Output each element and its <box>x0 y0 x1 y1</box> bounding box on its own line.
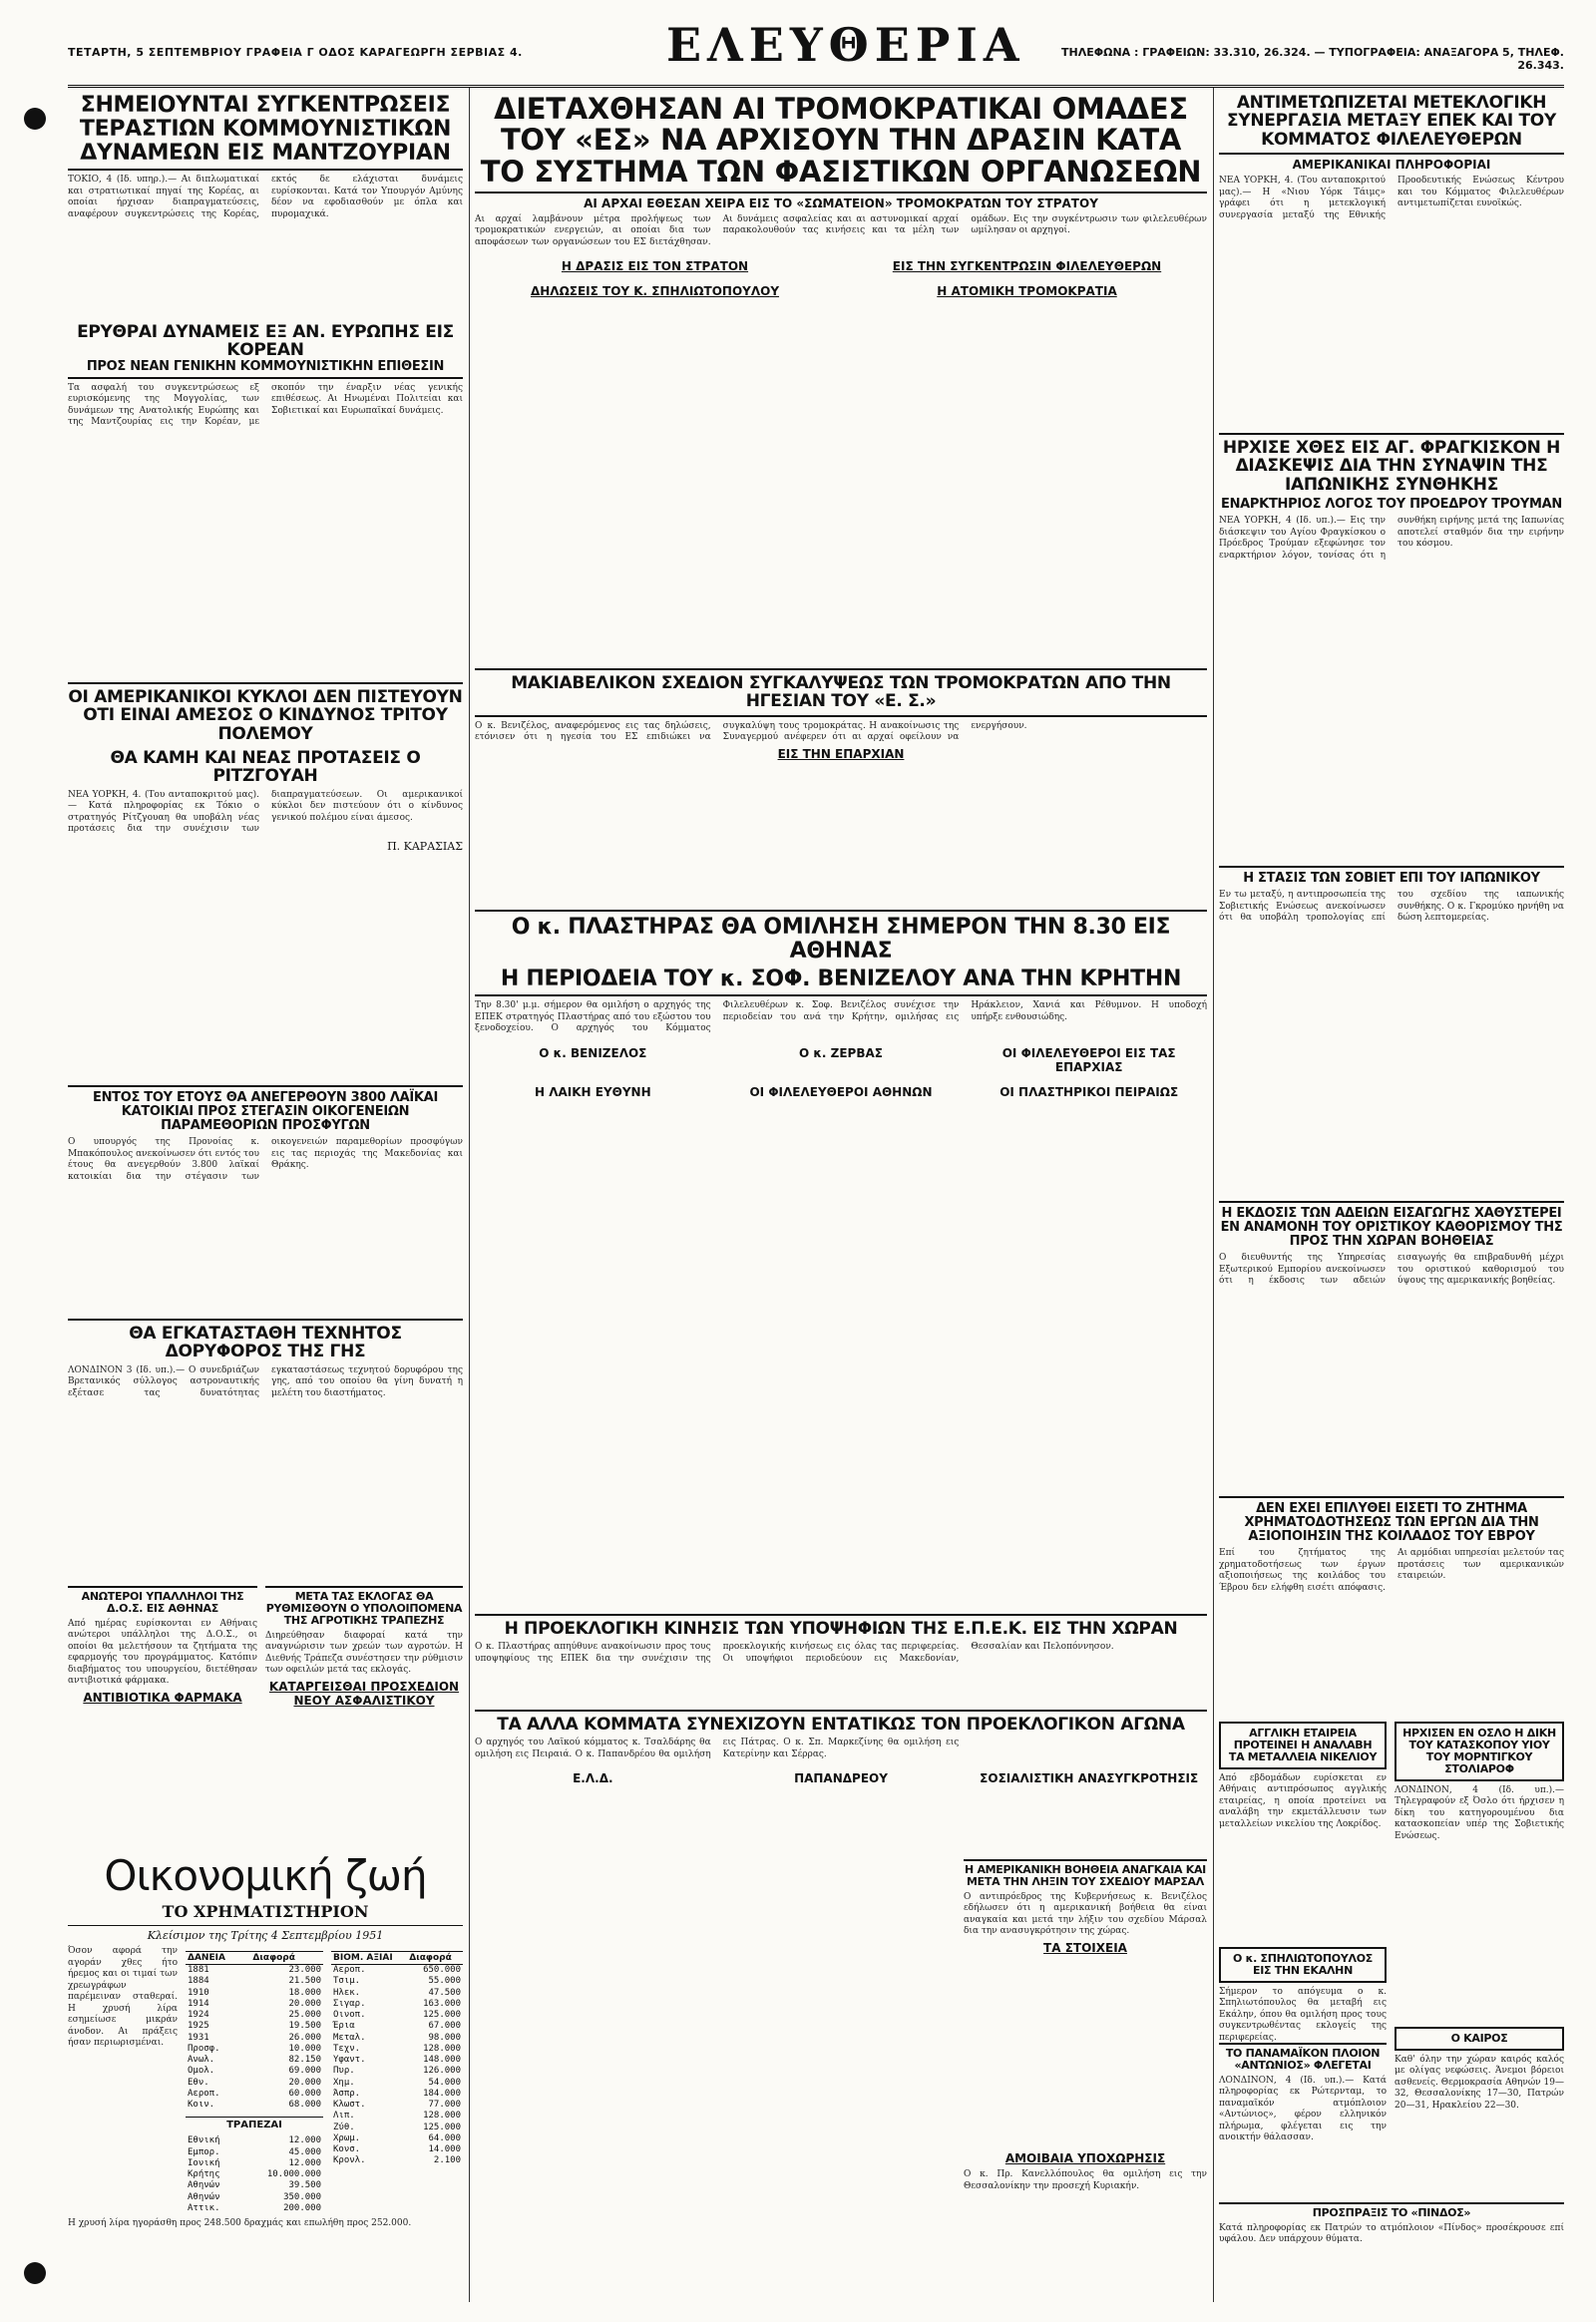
headline: ΤΑ ΑΛΛΑ ΚΟΜΜΑΤΑ ΣΥΝΕΧΙΖΟΥΝ ΕΝΤΑΤΙΚΩΣ ΤΟΝ ΠΡΟΕΚΛΟΓΙΚΟΝ ΑΓΩΝΑ <box>475 1710 1207 1734</box>
table-row <box>186 2203 323 2214</box>
section-heading: ΟΙ ΦΙΛΕΛΕΥΘΕΡΟΙ ΕΙΣ ΤΑΣ ΕΠΑΡΧΙΑΣ <box>1001 1045 1176 1074</box>
article-body: Την 8.30' μ.μ. σήμερον θα ομιλήση ο αρχηγός της ΕΠΕΚ στρατηγός Πλαστήρας από του εξώστου του ξενοδοχείου. Ο αρχηγός του Κόμματος Φιλελευθέρων κ. Σοφ. Βενιζέλος συνέχισε την περιοδείαν του ανά την Κρήτην, ομιλήσας εις Ηράκλειον, Χανιά και Ρέθυμνον. Η υποδοχή υπήρξε ενθουσιώδης. <box>475 1000 1207 1034</box>
article-body: Εν τω μεταξύ, η αντιπροσωπεία της Σοβιετικής Ενώσεως ανεκοίνωσεν ότι θα υποβάλη τροπολογίας επί του σχεδίου της ιαπωνικής συνθήκης. Ο κ. Γκρομύκο ηρνήθη να δώση λεπτομερείας. <box>1219 890 1564 924</box>
section-heading: Η ΑΤΟΜΙΚΗ ΤΡΟΜΟΚΡΑΤΙΑ <box>937 284 1117 299</box>
section-heading: Ε.Λ.Δ. <box>573 1771 613 1786</box>
headline: ΑΝΩΤΕΡΟΙ ΥΠΑΛΛΗΛΟΙ ΤΗΣ Δ.Ο.Σ. ΕΙΣ ΑΘΗΝΑΣ <box>68 1586 257 1615</box>
article-eksodos <box>1219 1201 1564 1490</box>
article-body: ΝΕΑ ΥΟΡΚΗ, 4. (Του ανταποκριτού μας).— Η «Νιου Υόρκ Τάιμς» γράφει ότι η μετεκλογική συνεργασία μεταξύ της Εθνικής Προοδευτικής Ενώσεως Κέντρου και του Κόμματος Φιλελευθέρων αντιμετωπίζεται ευνοϊκώς. <box>1219 176 1564 220</box>
article-amerikanikoi <box>68 682 463 1079</box>
row-label: 1924 <box>188 2010 209 2020</box>
row-label: Προσφ. <box>188 2043 220 2054</box>
loans-table <box>186 1951 323 2111</box>
row-value: 12.000 <box>288 2157 321 2168</box>
section-heading: Ο κ. ΖΕΡΒΑΣ <box>799 1045 883 1060</box>
article-panamaiko <box>1219 2043 1387 2192</box>
subheadline: ΑΙ ΑΡΧΑΙ ΕΘΕΣΑΝ ΧΕΙΡΑ ΕΙΣ ΤΟ «ΣΩΜΑΤΕΙΟΝ» ΤΡΟΜΟΚΡΑΤΩΝ ΤΟΥ ΣΤΡΑΤΟΥ <box>584 195 1098 210</box>
row-value: 19.500 <box>288 2021 321 2032</box>
article-body: Από εβδομάδων ευρίσκεται εν Αθήναις αντιπρόσωπος αγγλικής εταιρείας, η οποία προτείνει να αναλάβη την εκμετάλλευσιν των μεταλλείων νικελίου της Λοκρίδος. <box>1219 1772 1387 1829</box>
table-row <box>186 2100 323 2111</box>
row-value: 200.000 <box>283 2202 321 2213</box>
row-label: Ζύθ. <box>333 2122 355 2132</box>
row-label: Εθν. <box>188 2077 209 2088</box>
masthead <box>68 18 1564 88</box>
article-nikelion <box>1219 1722 1387 1941</box>
column-rule <box>469 88 470 2302</box>
table-row <box>186 2180 323 2191</box>
row-value: 20.000 <box>288 1998 321 2009</box>
article-body: Ο κ. Πρ. Κανελλόπουλος θα ομιλήση εις την Θεσσαλονίκην την προσεχή Κυριακήν. <box>964 2169 1207 2191</box>
row-value: 350.000 <box>283 2191 321 2202</box>
row-value: 10.000 <box>288 2043 321 2054</box>
shares-table <box>331 1951 463 2167</box>
table-row <box>331 2010 463 2021</box>
article-doryforos <box>68 1319 463 1580</box>
table-row <box>186 2078 323 2089</box>
table-row <box>331 1965 463 1977</box>
section-heading: ΔΗΛΩΣΕΙΣ ΤΟΥ Κ. ΣΠΗΛΙΩΤΟΠΟΥΛΟΥ <box>530 284 780 299</box>
table-row <box>186 2021 323 2032</box>
row-value: 60.000 <box>288 2088 321 2099</box>
table-row <box>331 2044 463 2055</box>
row-label: Κοιν. <box>188 2100 215 2110</box>
headline: ΔΙΕΤΑΧΘΗΣΑΝ ΑΙ ΤΡΟΜΟΚΡΑΤΙΚΑΙ ΟΜΑΔΕΣ ΤΟΥ «ΕΣ» ΝΑ ΑΡΧΙΣΟΥΝ ΤΗΝ ΔΡΑΣΙΝ ΚΑΤΑ ΤΟ ΣΥΣΤΗΜΑ ΤΩΝ ΦΑΣΙΣΤΙΚΩΝ ΟΡΓΑΝΩΣΕΩΝ <box>475 94 1207 194</box>
masthead-contact: ΤΗΛΕΦΩΝΑ : ΓΡΑΦΕΙΩΝ: 33.310, 26.324. — ΤΥΠΟΓΡΑΦΕΙΑ: ΑΝΑΞΑΓΟΡΑ 5, ΤΗΛΕΦ. 26.343. <box>1061 46 1564 72</box>
table-row <box>186 2158 323 2169</box>
row-label: Κρονλ. <box>333 2155 366 2166</box>
economy-prices: Η χρυσή λίρα ηγοράσθη προς 248.500 δραχμάς και επωλήθη προς 252.000. <box>68 2218 412 2228</box>
table-row <box>331 2066 463 2077</box>
table-row <box>331 2089 463 2100</box>
section-heading: ΠΑΠΑΝΔΡΕΟΥ <box>794 1771 888 1786</box>
article-body: ΝΕΑ ΥΟΡΚΗ, 4. (Του ανταποκριτού μας).— Κατά πληροφορίας εκ Τόκιο ο στρατηγός Ρίτζγουαη θα υποβάλη νέας προτάσεις δια την συνέχισιν των διαπραγματεύσεων. Οι αμερικανικοί κύκλοι δεν πιστεύουν ότι ο κίνδυνος γενικού πολέμου είναι άμεσος. <box>68 789 463 835</box>
column-rule <box>1213 88 1214 2302</box>
economy-section <box>68 1851 463 2300</box>
table-row <box>331 2100 463 2111</box>
table-row <box>331 2055 463 2066</box>
row-value: 125.000 <box>423 2010 461 2020</box>
row-value: 54.000 <box>428 2077 461 2088</box>
headline: ΑΝΤΙΜΕΤΩΠΙΖΕΤΑΙ ΜΕΤΕΚΛΟΓΙΚΗ ΣΥΝΕΡΓΑΣΙΑ ΜΕΤΑΞΥ ΕΠΕΚ ΚΑΙ ΤΟΥ ΚΟΜΜΑΤΟΣ ΦΙΛΕΛΕΥΘΕΡΩΝ <box>1219 94 1564 155</box>
article-mantzouria <box>68 94 463 318</box>
row-label: 1914 <box>188 1998 209 2009</box>
banks-header: ΤΡΑΠΕΖΑΙ <box>186 2117 323 2130</box>
table-row <box>186 1965 323 1977</box>
section-heading: ΟΙ ΦΙΛΕΛΕΥΘΕΡΟΙ ΑΘΗΝΩΝ <box>749 1084 933 1099</box>
row-value: 67.000 <box>428 2021 461 2032</box>
row-value: 23.000 <box>288 1965 321 1975</box>
economy-title: Οικονομική ζωή <box>104 1851 427 1900</box>
table-row <box>186 1988 323 1999</box>
row-label: 1884 <box>188 1976 209 1987</box>
article-antimetopizetai <box>1219 94 1564 427</box>
article-body: Ο αρχηγός του Λαϊκού κόμματος κ. Τσαλδάρης θα ομιλήση εις Πειραιά. Ο κ. Παπανδρέου θα ομιλήση εις Πάτρας. Ο κ. Σπ. Μαρκεζίνης θα ομιλήση εις Κατερίνην και Σέρρας. <box>475 1738 960 1759</box>
row-value: 45.000 <box>288 2146 321 2157</box>
article-body: Διηρεύθησαν διαφοραί κατά την αναγνώρισιν των χρεών των αγροτών. Η Διεθνής Τράπεζα συνέστησεν την ρύθμισιν των οφειλών μετά τας εκλογάς. <box>265 1630 463 1676</box>
row-label: Πυρ. <box>333 2066 355 2077</box>
table-row <box>186 2033 323 2044</box>
row-value: 126.000 <box>423 2066 461 2077</box>
row-value: 25.000 <box>288 2010 321 2020</box>
table-header: ΒΙΟΜ. ΑΞΙΑΙ <box>331 1952 407 1965</box>
headline: ΤΟ ΠΑΝΑΜΑΪΚΟΝ ΠΛΟΙΟΝ «ΑΝΤΩΝΙΟΣ» ΦΛΕΓΕΤΑΙ <box>1219 2043 1387 2072</box>
table-row <box>186 2147 323 2158</box>
article-body: ΝΕΑ ΥΟΡΚΗ, 4 (Ιδ. υπ.).— Εις την διάσκεψιν του Αγίου Φραγκίσκου ο Πρόεδρος Τρούμαν εξεφώνησε τον εναρκτήριον λόγον, τονίσας ότι η συνθήκη ειρήνης μετά της Ιαπωνίας αποτελεί σταθμόν δια την ειρήνην του κόσμου. <box>1219 516 1564 561</box>
headline: ΕΝΤΟΣ ΤΟΥ ΕΤΟΥΣ ΘΑ ΑΝΕΓΕΡΘΟΥΝ 3800 ΛΑΪΚΑΙ ΚΑΤΟΙΚΙΑΙ ΠΡΟΣ ΣΤΕΓΑΣΙΝ ΟΙΚΟΓΕΝΕΙΩΝ ΠΑΡΑΜΕΘΟΡΙΩΝ ΠΡΟΣΦΥΓΩΝ <box>68 1085 463 1133</box>
table-row <box>331 1999 463 2010</box>
article-ypalliloi <box>68 1586 257 1845</box>
row-label: Κονσ. <box>333 2144 361 2154</box>
row-label: 1881 <box>188 1965 209 1975</box>
article-spiliotopoulos <box>1219 1947 1387 2043</box>
row-value: 68.000 <box>288 2100 321 2110</box>
table-header: Διαφορά <box>250 1952 323 1965</box>
table-row <box>186 1976 323 1987</box>
section-heading: ΚΑΤΑΡΓΕΙΣΘΑΙ ΠΡΟΣΧΕΔΙΟΝ ΝΕΟΥ ΑΣΦΑΛΙΣΤΙΚΟΥ <box>268 1679 460 1708</box>
article-body: Ο αντιπρόεδρος της Κυβερνήσεως κ. Βενιζέλος εδήλωσεν ότι η αμερικανική βοήθεια θα είναι αναγκαία και μετά την λήξιν του σχεδίου Μάρσαλ δια την ανασυγκρότησιν της χώρας. <box>964 1891 1207 1937</box>
row-label: Χημ. <box>333 2077 355 2088</box>
headline: ΔΕΝ ΕΧΕΙ ΕΠΙΛΥΘΕΙ ΕΙΣΕΤΙ ΤΟ ΖΗΤΗΜΑ ΧΡΗΜΑΤΟΔΟΤΗΣΕΩΣ ΤΩΝ ΕΡΓΩΝ ΔΙΑ ΤΗΝ ΑΞΙΟΠΟΙΗΣΙΝ ΤΗΣ ΚΟΙΛΑΔΟΣ ΤΟΥ ΕΒΡΟΥ <box>1219 1496 1564 1544</box>
table-row <box>186 2169 323 2180</box>
economy-date: Κλείσιμον της Τρίτης 4 Σεπτεμβρίου 1951 <box>147 1929 384 1942</box>
article-tromokratikai <box>475 94 1207 662</box>
row-label: Μεταλ. <box>333 2032 366 2043</box>
subheadline: Η ΠΕΡΙΟΔΕΙΑ ΤΟΥ κ. ΣΟΦ. ΒΕΝΙΖΕΛΟΥ ΑΝΑ ΤΗΝ ΚΡΗΤΗΝ <box>475 968 1207 997</box>
row-value: 55.000 <box>428 1976 461 1987</box>
row-value: 26.000 <box>288 2032 321 2043</box>
table-row <box>186 2044 323 2055</box>
row-label: Υφαντ. <box>333 2055 366 2065</box>
headline: ΑΓΓΛΙΚΗ ΕΤΑΙΡΕΙΑ ΠΡΟΤΕΙΝΕΙ Η ΑΝΑΛΑΒΗ ΤΑ ΜΕΤΑΛΛΕΙΑ ΝΙΚΕΛΙΟΥ <box>1219 1722 1387 1769</box>
section-heading: ΕΙΣ ΤΗΝ ΣΥΓΚΕΝΤΡΩΣΙΝ ΦΙΛΕΛΕΥΘΕΡΩΝ <box>892 259 1162 274</box>
table-row <box>331 2078 463 2089</box>
row-value: 184.000 <box>423 2088 461 2099</box>
table-row <box>331 2144 463 2155</box>
article-stoliarov <box>1395 1722 1564 2021</box>
row-label: Αθηνών <box>188 2191 220 2202</box>
row-label: Τσιμ. <box>333 1976 361 1987</box>
row-label: Αθηνών <box>188 2180 220 2191</box>
row-label: Άσπρ. <box>333 2088 361 2099</box>
headline: Ο κ. ΣΠΗΛΙΩΤΟΠΟΥΛΟΣ ΕΙΣ ΤΗΝ ΕΚΑΛΗΝ <box>1219 1947 1387 1983</box>
headline: Η ΠΡΟΕΚΛΟΓΙΚΗ ΚΙΝΗΣΙΣ ΤΩΝ ΥΠΟΨΗΦΙΩΝ ΤΗΣ Ε.Π.Ε.Κ. ΕΙΣ ΤΗΝ ΧΩΡΑΝ <box>475 1614 1207 1638</box>
binding-hole <box>24 108 46 130</box>
row-label: Οινοπ. <box>333 2010 366 2020</box>
table-row <box>331 2033 463 2044</box>
row-label: Αεροπ. <box>333 1965 366 1975</box>
row-label: 1925 <box>188 2021 209 2032</box>
table-row <box>331 2021 463 2032</box>
banks-table <box>186 2135 323 2214</box>
newspaper-page <box>68 18 1564 2302</box>
article-body: Σήμερον το απόγευμα ο κ. Σπηλιωτόπουλος θα μεταβή εις Εκάλην, όπου θα ομιλήση προς τους συγκεντρωθέντας εκλογείς της περιφερείας. <box>1219 1986 1387 2043</box>
table-header: Διαφορά <box>407 1952 463 1965</box>
headline: ΗΡΧΙΣΕ ΧΘΕΣ ΕΙΣ ΑΓ. ΦΡΑΓΚΙΣΚΟΝ Η ΔΙΑΣΚΕΨΙΣ ΔΙΑ ΤΗΝ ΣΥΝΑΨΙΝ ΤΗΣ ΙΑΠΩΝΙΚΗΣ ΣΥΝΘΗΚΗΣ <box>1219 433 1564 494</box>
table-row <box>331 1976 463 1987</box>
article-body: ΛΟΝΔΙΝΟΝ 3 (Ιδ. υπ.).— Ο συνεδριάζων Βρετανικός σύλλογος αστροναυτικής εξέτασε τας δυνατότητας εγκαταστάσεως τεχνητού δορυφόρου της γης, από του οποίου θα γίνη δυνατή η μελέτη του διαστήματος. <box>68 1364 463 1398</box>
headline: ΜΕΤΑ ΤΑΣ ΕΚΛΟΓΑΣ ΘΑ ΡΥΘΜΙΣΘΟΥΝ Ο ΥΠΟΛΟΙΠΟΜΕΝΑ ΤΗΣ ΑΓΡΟΤΙΚΗΣ ΤΡΑΠΕΖΗΣ <box>265 1586 463 1627</box>
row-label: Τεχν. <box>333 2043 361 2054</box>
row-label: Χρωμ. <box>333 2132 361 2143</box>
headline: ΘΑ ΕΓΚΑΤΑΣΤΑΘΗ ΤΕΧΝΗΤΟΣ ΔΟΡΥΦΟΡΟΣ ΤΗΣ ΓΗΣ <box>68 1319 463 1361</box>
article-body: Επί του ζητήματος της χρηματοδοτήσεως των έργων αξιοποιήσεως της κοιλάδος του Έβρου δεν ελήφθη εισέτι απόφασις. Αι αρμόδιαι υπηρεσίαι μελετούν τας προτάσεις των αμερικανικών εταιρειών. <box>1219 1548 1564 1593</box>
article-body: Καθ' όλην την χώραν καιρός καλός με ολίγας νεφώσεις. Άνεμοι βόρειοι ασθενείς. Θερμοκρασία Αθηνών 19—32, Θεσσαλονίκης 17—30, Πατρών 20—31, Ηρακλείου 22—30. <box>1395 2054 1564 2111</box>
article-makiavellikon <box>475 668 1207 904</box>
section-heading: Η ΔΡΑΣΙΣ ΕΙΣ ΤΟΝ ΣΤΡΑΤΟΝ <box>561 259 749 274</box>
table-row <box>186 2192 323 2203</box>
article-kairos <box>1395 2027 1564 2196</box>
row-value: 2.100 <box>433 2155 461 2166</box>
row-label: Ηλεκ. <box>333 1987 361 1998</box>
table-row <box>331 2155 463 2166</box>
table-header: ΔΑΝΕΙΑ <box>186 1952 250 1965</box>
table-row <box>331 2123 463 2133</box>
article-ypopsifioi <box>475 1614 1207 1704</box>
article-evros <box>1219 1496 1564 1716</box>
row-value: 82.150 <box>288 2055 321 2065</box>
article-body: ΛΟΝΔΙΝΟΝ, 4 (Ιδ. υπ.).— Κατά πληροφορίας εκ Ρώτερνταμ, το παναμαϊκόν ατμόπλοιον «Αντώνιος», φέρον ελληνικόν πλήρωμα, φλέγεται εις την ανοικτήν θάλασσαν. <box>1219 2075 1387 2143</box>
row-label: Λιπ. <box>333 2111 355 2122</box>
table-row <box>331 2111 463 2122</box>
row-label: Σιγαρ. <box>333 1998 366 2009</box>
section-heading: Ο κ. ΒΕΝΙΖΕΛΟΣ <box>539 1045 647 1060</box>
section-heading: ΑΝΤΙΒΙΟΤΙΚΑ ΦΑΡΜΑΚΑ <box>83 1690 242 1705</box>
headline: ΠΡΟΣΠΡΑΞΙΣ ΤΟ «ΠΙΝΔΟΣ» <box>1219 2202 1564 2219</box>
table-row <box>331 2133 463 2144</box>
headline: Ο κ. ΠΛΑΣΤΗΡΑΣ ΘΑ ΟΜΙΛΗΣΗ ΣΗΜΕΡΟΝ ΤΗΝ 8.30 ΕΙΣ ΑΘΗΝΑΣ <box>475 910 1207 964</box>
table-row <box>186 2010 323 2021</box>
section-heading: Η ΛΑΙΚΗ ΕΥΘΥΝΗ <box>535 1084 651 1099</box>
row-label: Κρήτης <box>188 2169 220 2179</box>
row-label: Εμπορ. <box>188 2146 220 2157</box>
row-label: Ομολ. <box>188 2066 215 2077</box>
headline: Ο ΚΑΙΡΟΣ <box>1395 2027 1564 2051</box>
section-heading: ΑΜΟΙΒΑΙΑ ΥΠΟΧΩΡΗΣΙΣ <box>1004 2151 1166 2165</box>
row-label: Ιονική <box>188 2157 220 2168</box>
section-heading: ΣΟΣΙΑΛΙΣΤΙΚΗ ΑΝΑΣΥΓΚΡΟΤΗΣΙΣ <box>980 1771 1199 1786</box>
headline: Η ΕΚΔΟΣΙΣ ΤΩΝ ΑΔΕΙΩΝ ΕΙΣΑΓΩΓΗΣ ΧΑΘΥΣΤΕΡΕΙ ΕΝ ΑΝΑΜΟΝΗ ΤΟΥ ΟΡΙΣΤΙΚΟΥ ΚΑΘΟΡΙΣΜΟΥ ΤΗΣ ΠΡΟΣ ΤΗΝ ΧΩΡΑΝ ΒΟΗΘΕΙΑΣ <box>1219 1201 1564 1249</box>
row-value: 128.000 <box>423 2111 461 2122</box>
table-row <box>186 2135 323 2146</box>
article-body: Ο διευθυντής της Υπηρεσίας Εξωτερικού Εμπορίου ανεκοίνωσεν ότι η έκδοσις των αδειών εισαγωγής θα επιβραδυνθή μέχρι του οριστικού καθορισμού του ύψους της αμερικανικής βοηθείας. <box>1219 1253 1564 1287</box>
row-value: 18.000 <box>288 1987 321 1998</box>
table-row <box>331 1988 463 1999</box>
row-value: 20.000 <box>288 2077 321 2088</box>
article-voitheia <box>964 1859 1207 2138</box>
section-heading: ΕΙΣ ΤΗΝ ΕΠΑΡΧΙΑΝ <box>777 746 905 761</box>
article-body: ΛΟΝΔΙΝΟΝ, 4 (Ιδ. υπ.).— Τηλεγραφούν εξ Όσλο ότι ήρχισεν η δίκη του κατηγορουμένου δια κατασκοπείαν υπέρ της Σοβιετικής Ενώσεως. <box>1395 1784 1564 1841</box>
row-value: 69.000 <box>288 2066 321 2077</box>
subheadline: ΠΡΟΣ ΝΕΑΝ ΓΕΝΙΚΗΝ ΚΟΜΜΟΥΝΙΣΤΙΚΗΝ ΕΠΙΘΕΣΙΝ <box>68 360 463 379</box>
row-label: Κλωστ. <box>333 2100 366 2110</box>
table-row <box>186 1999 323 2010</box>
section-heading: ΟΙ ΠΛΑΣΤΗΡΙΚΟΙ ΠΕΙΡΑΙΩΣ <box>999 1084 1179 1099</box>
row-value: 650.000 <box>423 1965 461 1975</box>
article-plastiras <box>475 910 1207 1608</box>
masthead-dateline: ΤΕΤΑΡΤΗ, 5 ΣΕΠΤΕΜΒΡΙΟΥ ΓΡΑΦΕΙΑ Γ ΟΔΟΣ ΚΑΡΑΓΕΩΡΓΗ ΣΕΡΒΙΑΣ 4. <box>68 46 523 59</box>
subheadline: ΘΑ ΚΑΜΗ ΚΑΙ ΝΕΑΣ ΠΡΟΤΑΣΕΙΣ Ο ΡΙΤΖΓΟΥΑΗ <box>110 748 421 787</box>
row-value: 39.500 <box>288 2180 321 2191</box>
article-body: Ο υπουργός της Προνοίας κ. Μπακόπουλος ανεκοίνωσεν ότι εντός του έτους θα ανεγερθούν 3.800 λαϊκαί κατοικίαι δια την στέγασιν των οικογενειών παραμεθορίων προσφύγων εις τας περιοχάς της Μακεδονίας και Θράκης. <box>68 1137 463 1182</box>
economy-subtitle: ΤΟ ΧΡΗΜΑΤΙΣΤΗΡΙΟΝ <box>68 1902 463 1926</box>
row-label: Αεροπ. <box>188 2088 220 2099</box>
byline: Π. ΚΑΡΑΣΙΑΣ <box>387 839 463 853</box>
row-value: 128.000 <box>423 2043 461 2054</box>
economy-intro: Όσον αφορά την αγοράν χθες ήτο ήρεμος και οι τιμαί των χρεωγράφων παρέμειναν σταθεραί. Η χρυσή λίρα εσημείωσε μικράν άνοδον. Αι πράξεις ήσαν περιωρισμέναι. <box>68 1946 178 2049</box>
headline: ΣΗΜΕΙΟΥΝΤΑΙ ΣΥΓΚΕΝΤΡΩΣΕΙΣ ΤΕΡΑΣΤΙΩΝ ΚΟΜΜΟΥΝΙΣΤΙΚΩΝ ΔΥΝΑΜΕΩΝ ΕΙΣ ΜΑΝΤΖΟΥΡΙΑΝ <box>68 94 463 171</box>
row-value: 21.500 <box>288 1976 321 1987</box>
table-row <box>186 2055 323 2066</box>
newspaper-title: ΕΛΕΥΘΕΡΙΑ <box>666 18 1025 72</box>
subheadline: ΕΝΑΡΚΤΗΡΙΟΣ ΛΟΓΟΣ ΤΟΥ ΠΡΟΕΔΡΟΥ ΤΡΟΥΜΑΝ <box>1221 497 1562 513</box>
row-label: Έρια <box>333 2021 355 2032</box>
row-value: 47.500 <box>428 1987 461 1998</box>
row-label: Αττικ. <box>188 2202 220 2213</box>
subheadline: ΑΜΕΡΙΚΑΝΙΚΑΙ ΠΛΗΡΟΦΟΡΙΑΙ <box>1292 158 1491 173</box>
row-value: 10.000.000 <box>266 2169 321 2179</box>
row-value: 64.000 <box>428 2132 461 2143</box>
binding-hole <box>24 2262 46 2284</box>
row-label: 1910 <box>188 1987 209 1998</box>
article-erythrai <box>68 323 463 677</box>
article-body: Κατά πληροφορίας εκ Πατρών το ατμόπλοιον «Πίνδος» προσέκρουσε επί υφάλου. Δεν υπάρχουν θύματα. <box>1219 2222 1564 2245</box>
headline: ΜΑΚΙΑΒΕΛΙΚΟΝ ΣΧΕΔΙΟΝ ΣΥΓΚΑΛΥΨΕΩΣ ΤΩΝ ΤΡΟΜΟΚΡΑΤΩΝ ΑΠΟ ΤΗΝ ΗΓΕΣΙΑΝ ΤΟΥ «Ε. Σ.» <box>475 668 1207 717</box>
row-label: 1931 <box>188 2032 209 2043</box>
row-value: 98.000 <box>428 2032 461 2043</box>
article-body: Αι αρχαί λαμβάνουν μέτρα προλήψεως των τρομοκρατικών ενεργειών, αι οποίαι δια των αποφάσεων των οργανώσεων του ΕΣ διετάχθησαν. Αι δυνάμεις ασφαλείας και αι αστυνομικαί αρχαί παρακολουθούν τας κινήσεις και τα μέλη των ομάδων. Εις την συγκέντρωσιν των φιλελευθέρων ωμίλησαν οι αρχηγοί. <box>475 213 1207 247</box>
row-label: Ανωλ. <box>188 2055 215 2065</box>
article-body: ΤΟΚΙΟ, 4 (Ιδ. υπηρ.).— Αι διπλωματικαί και στρατιωτικαί πηγαί της Κορέας, αι οποίαι ήρχισαν διαπραγματεύσεις, αναφέρουν συγκεντρώσεις της Κορέας, εκτός δε ελάχισται δυνάμεις ευρίσκονται. Κατά τον Υπουργόν Αμύνης δέον να εφοδιασθούν με όπλα και πυρομαχικά. <box>68 175 463 219</box>
article-stasis <box>1219 866 1564 1195</box>
row-value: 148.000 <box>423 2055 461 2065</box>
article-anakoinosi <box>964 2148 1207 2288</box>
article-zitimata <box>265 1586 463 1845</box>
article-komata <box>475 1710 1207 2298</box>
row-value: 125.000 <box>423 2122 461 2132</box>
article-pindos <box>1219 2202 1564 2298</box>
section-heading: ΤΑ ΣΤΟΙΧΕΙΑ <box>1043 1940 1127 1955</box>
article-body: Από ημέρας ευρίσκονται εν Αθήναις ανώτεροι υπάλληλοι της Δ.Ο.Σ., οι οποίοι θα μελετήσουν τα ζητήματα της εφαρμογής του προγράμματος. Κατόπιν διαβήματος του υπουργείου, διετέθησαν αντιβιοτικά φάρμακα. <box>68 1618 257 1687</box>
headline: ΕΡΥΘΡΑΙ ΔΥΝΑΜΕΙΣ ΕΞ ΑΝ. ΕΥΡΩΠΗΣ ΕΙΣ ΚΟΡΕΑΝ <box>77 322 454 361</box>
headline: ΟΙ ΑΜΕΡΙΚΑΝΙΚΟΙ ΚΥΚΛΟΙ ΔΕΝ ΠΙΣΤΕΥΟΥΝ ΟΤΙ ΕΙΝΑΙ ΑΜΕΣΟΣ Ο ΚΙΝΔΥΝΟΣ ΤΡΙΤΟΥ ΠΟΛΕΜΟΥ <box>68 682 463 743</box>
row-label: Εθνική <box>188 2135 220 2146</box>
row-value: 12.000 <box>288 2135 321 2146</box>
row-value: 77.000 <box>428 2100 461 2110</box>
row-value: 163.000 <box>423 1998 461 2009</box>
row-value: 14.000 <box>428 2144 461 2154</box>
table-row <box>186 2066 323 2077</box>
article-body: Τα ασφαλή του συγκεντρώσεως εξ ευρισκόμενης της Μογγολίας, των δυνάμεων της Ανατολικής Ευρώπης και της Μαντζουρίας εις την Κορέαν, με σκοπόν την έναρξιν νέας γενικής επιθέσεως. Αι Ηνωμέναι Πολιτείαι και Σοβιετικαί και Ευρωπαϊκαί δυνάμεις. <box>68 382 463 428</box>
table-row <box>186 2089 323 2100</box>
article-katoikiai <box>68 1085 463 1313</box>
article-body: Ο κ. Βενιζέλος, αναφερόμενος εις τας δηλώσεις, ετόνισεν ότι η ηγεσία του ΕΣ επιδιώκει να συγκαλύψη τους τρομοκράτας. Η ανακοίνωσις της Συναγερμού ανέφερεν ότι αι αρχαί οφείλουν να ενεργήσουν. <box>475 720 1027 743</box>
article-body: Ο κ. Πλαστήρας απηύθυνε ανακοίνωσιν προς τους υποψηφίους της ΕΠΕΚ δια την συνέχισιν της προεκλογικής κινήσεως εις όλας τας περιφερείας. Οι υποψήφιοι περιοδεύουν εις Μακεδονίαν, Θεσσαλίαν και Πελοπόννησον. <box>475 1642 1114 1664</box>
headline: ΗΡΧΙΣΕΝ ΕΝ ΟΣΛΟ Η ΔΙΚΗ ΤΟΥ ΚΑΤΑΣΚΟΠΟΥ ΥΙΟΥ ΤΟΥ ΜΟΡΝΤΙΓΚΟΥ ΣΤΟΛΙΑΡΟΦ <box>1395 1722 1564 1781</box>
headline: Η ΑΜΕΡΙΚΑΝΙΚΗ ΒΟΗΘΕΙΑ ΑΝΑΓΚΑΙΑ ΚΑΙ ΜΕΤΑ ΤΗΝ ΛΗΞΙΝ ΤΟΥ ΣΧΕΔΙΟΥ ΜΑΡΣΑΛ <box>964 1859 1207 1888</box>
article-trouman <box>1219 433 1564 860</box>
headline: Η ΣΤΑΣΙΣ ΤΩΝ ΣΟΒΙΕΤ ΕΠΙ ΤΟΥ ΙΑΠΩΝΙΚΟΥ <box>1219 866 1564 886</box>
